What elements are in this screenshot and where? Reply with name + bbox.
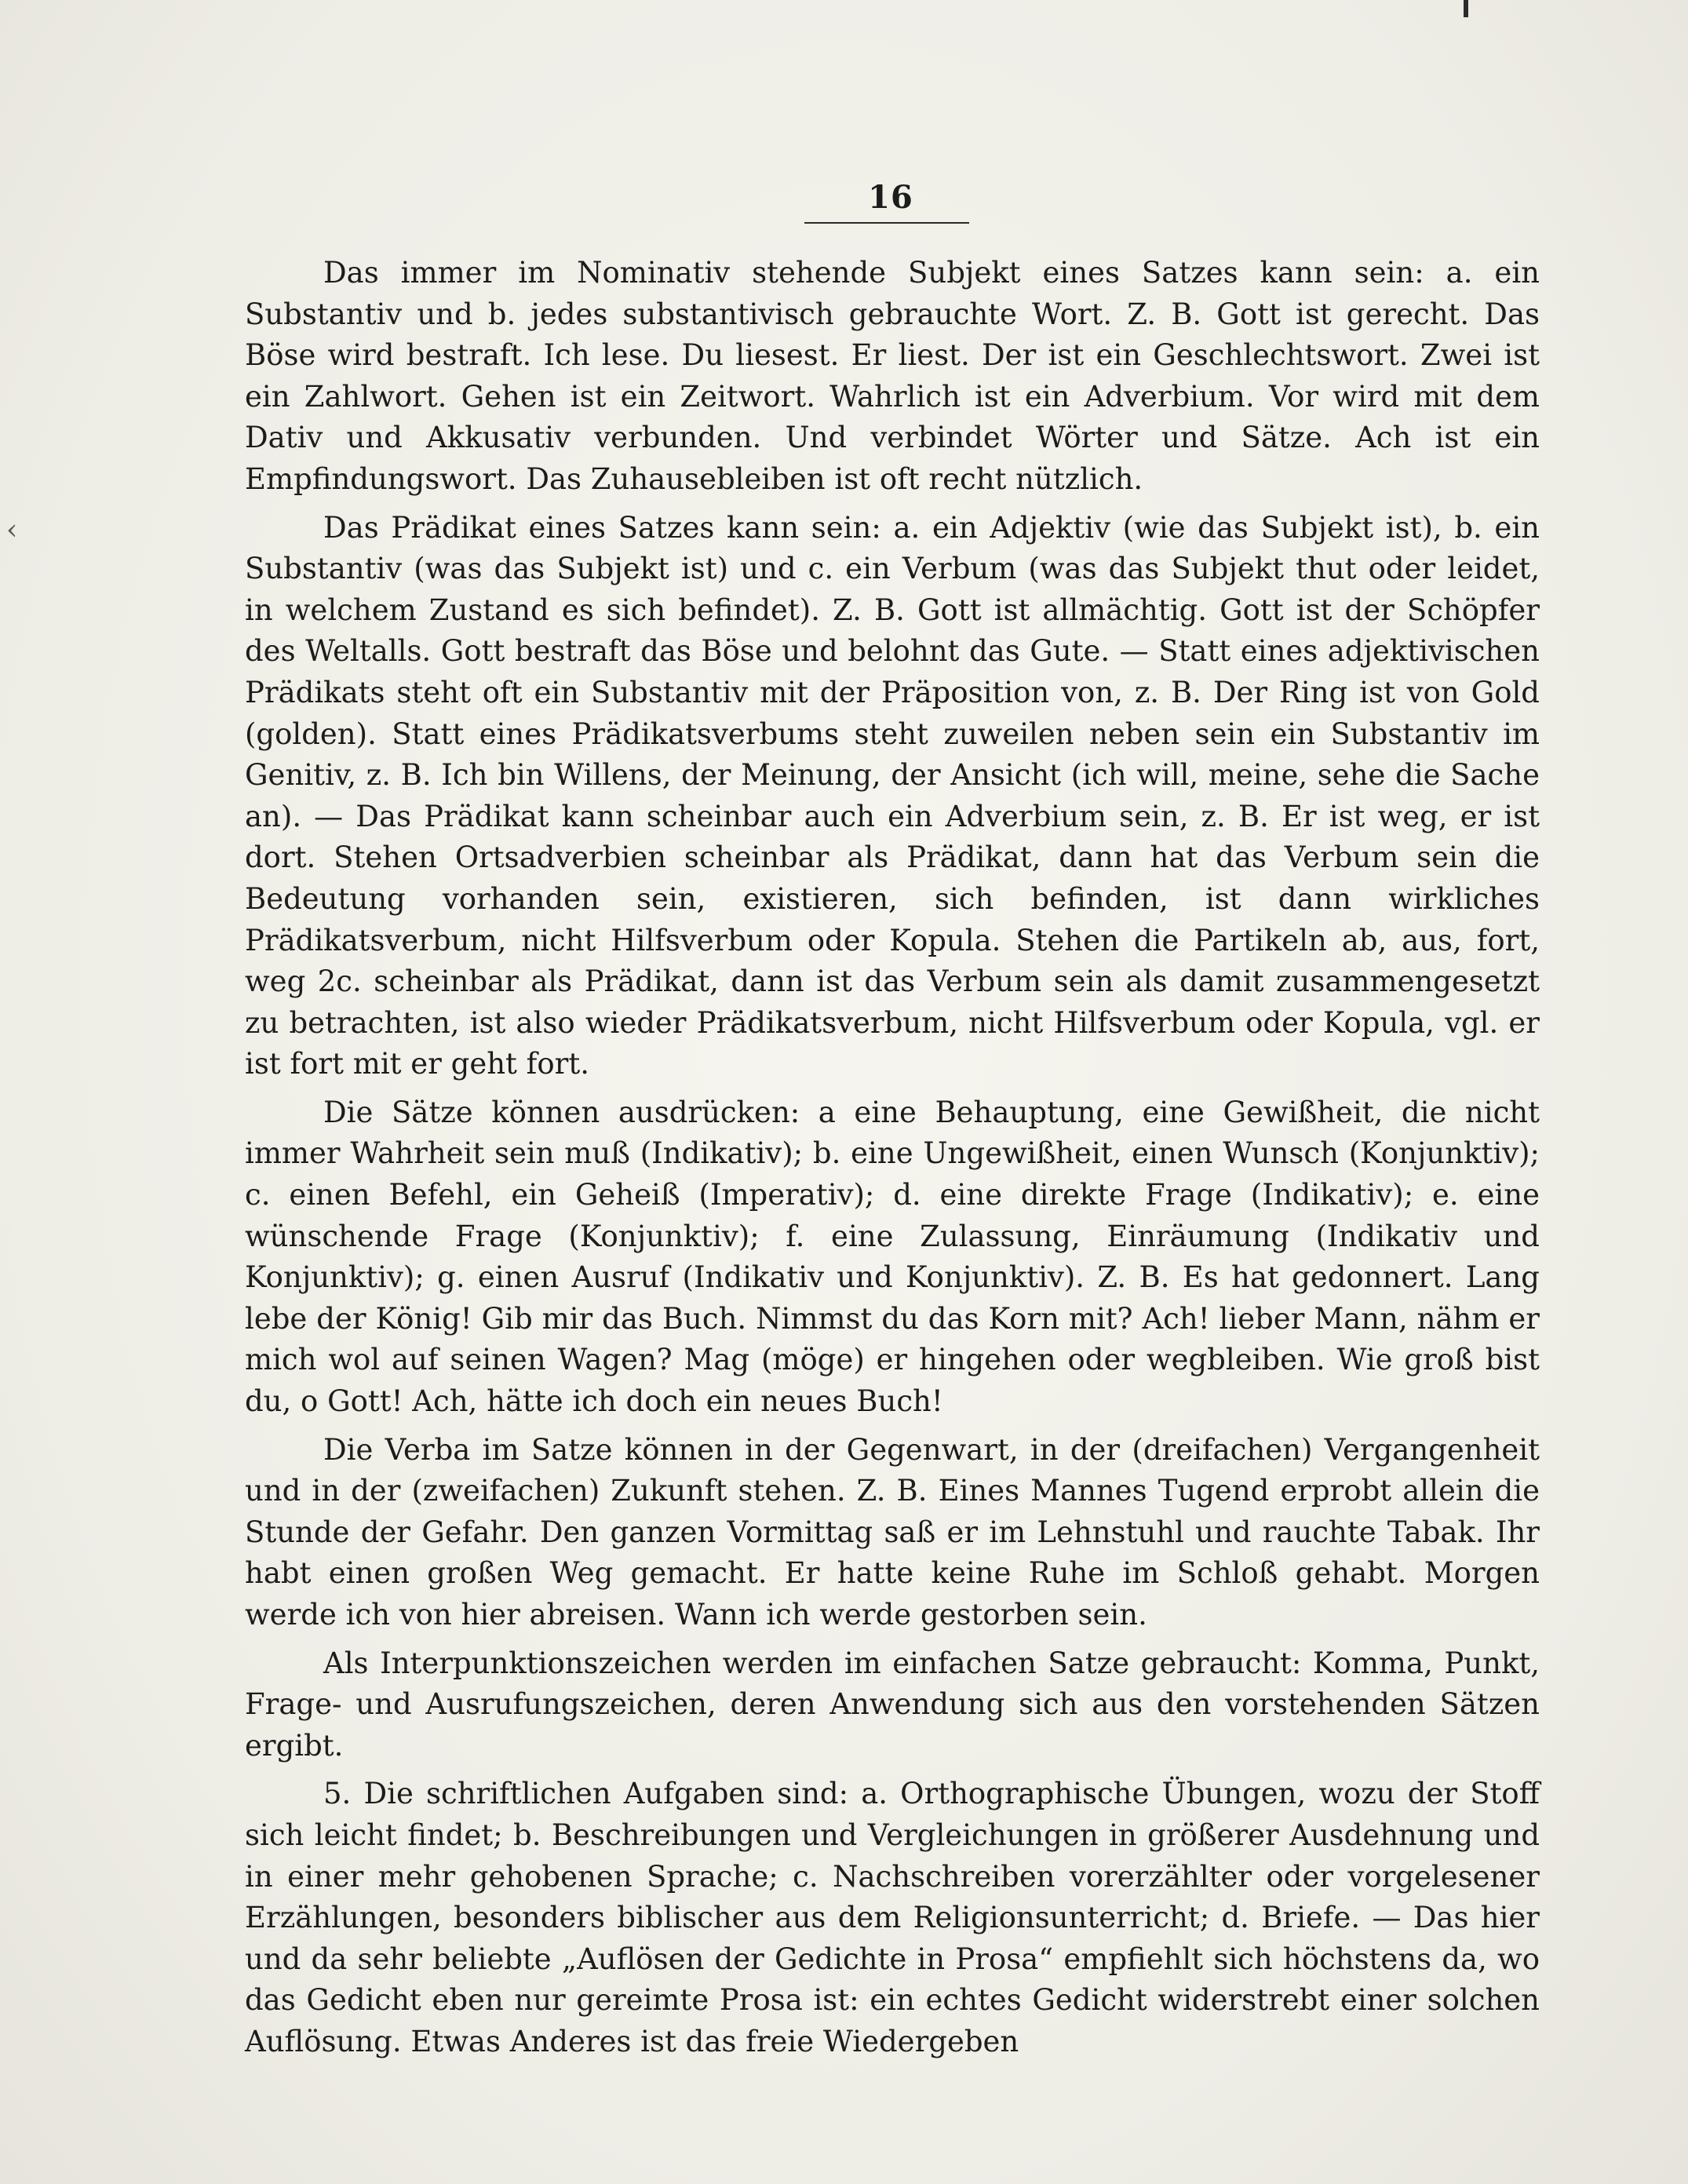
paragraph-punctuation: Als Interpunktionszeichen werden im einfachen Satze gebraucht: Komma, Punkt, Frage- und Ausrufungszeichen, deren Anwendung sich aus den vorstehenden Sätzen ergibt.: [245, 1646, 1540, 1763]
body-text: [245, 253, 1540, 2063]
paragraph-predicate: Das Prädikat eines Satzes kann sein: a. ein Adjektiv (wie das Subjekt ist), b. ein Substantiv (was das Subjekt ist) und c. ein Verbum (was das Subjekt thut oder leidet, in welchem Zustand es sich befindet). Z. B. Gott ist allmächtig. Gott ist der Schöpfer des Weltalls. Gott bestraft das Böse und belohnt das Gute. — Statt eines adjektivischen Prädikats steht oft ein Substantiv mit der Präposition von, z. B. Der Ring ist von Gold (golden). Statt eines Prädikatsverbums steht zuweilen neben sein ein Substantiv im Genitiv, z. B. Ich bin Willens, der Meinung, der Ansicht (ich will, meine, sehe die Sache an). — Das Prädikat kann scheinbar auch ein Adverbium sein, z. B. Er ist weg, er ist dort. Stehen Ortsadverbien scheinbar als Prädikat, dann hat das Verbum sein die Bedeutung vorhanden sein, existieren, sich befinden, ist dann wirkliches Prädikatsverbum, nicht Hilfsverbum oder Kopula. Stehen die Partikeln ab, aus, fort, weg 2c. scheinbar als Prädikat, dann ist das Verbum sein als damit zusammengesetzt zu betrachten, ist also wieder Prädikatsverbum, nicht Hilfsverbum oder Kopula, vgl. er ist fort mit er geht fort.: [245, 510, 1540, 1081]
paragraph-written-tasks: 5. Die schriftlichen Aufgaben sind: a. Orthographische Übungen, wozu der Stoff sich leicht findet; b. Beschreibungen und Vergleichungen in größerer Ausdehnung und in einer mehr gehobenen Sprache; c. Nachschreiben vorerzählter oder vorgelesener Erzählungen, besonders biblischer aus dem Religionsunterricht; d. Briefe. — Das hier und da sehr beliebte „Auflösen der Gedichte in Prosa“ empfiehlt sich höchstens da, wo das Gedicht eben nur gereimte Prosa ist: ein echtes Gedicht widerstrebt einer solchen Auflösung. Etwas Anderes ist das freie Wiedergeben: [245, 1777, 1540, 2058]
page-number: 16: [868, 179, 913, 216]
paragraph-subject: Das immer im Nominativ stehende Subjekt eines Satzes kann sein: a. ein Substantiv und b. jedes substantivisch gebrauchte Wort. Z. B. Gott ist gerecht. Das Böse wird bestraft. Ich lese. Du liesest. Er liest. Der ist ein Geschlechtswort. Zwei ist ein Zahlwort. Gehen ist ein Zeitwort. Wahrlich ist ein Adverbium. Vor wird mit dem Dativ und Akkusativ verbunden. Und verbindet Wörter und Sätze. Ach ist ein Empfindungswort. Das Zuhausebleiben ist oft recht nützlich.: [245, 256, 1540, 496]
margin-mark: ‹: [6, 514, 18, 546]
header-rule: [804, 222, 969, 224]
scan-edge-mark: [1464, 0, 1468, 17]
paragraph-tenses: Die Verba im Satze können in der Gegenwart, in der (dreifachen) Vergangenheit und in der (zweifachen) Zukunft stehen. Z. B. Eines Mannes Tugend erprobt allein die Stunde der Gefahr. Den ganzen Vormittag saß er im Lehnstuhl und rauchte Tabak. Ihr habt einen großen Weg gemacht. Er hatte keine Ruhe im Schloß gehabt. Morgen werde ich von hier abreisen. Wann ich werde gestorben sein.: [245, 1432, 1540, 1632]
paragraph-moods: Die Sätze können ausdrücken: a eine Behauptung, eine Gewißheit, die nicht immer Wahrheit sein muß (Indikativ); b. eine Ungewißheit, einen Wunsch (Konjunktiv); c. einen Befehl, ein Geheiß (Imperativ); d. eine direkte Frage (Indikativ); e. eine wünschende Frage (Konjunktiv); f. eine Zulassung, Einräumung (Indikativ und Konjunktiv); g. einen Ausruf (Indikativ und Konjunktiv). Z. B. Es hat gedonnert. Lang lebe der König! Gib mir das Buch. Nimmst du das Korn mit? Ach! lieber Mann, nähm er mich wol auf seinen Wagen? Mag (möge) er hingehen oder wegbleiben. Wie groß bist du, o Gott! Ach, hätte ich doch ein neues Buch!: [245, 1095, 1540, 1419]
